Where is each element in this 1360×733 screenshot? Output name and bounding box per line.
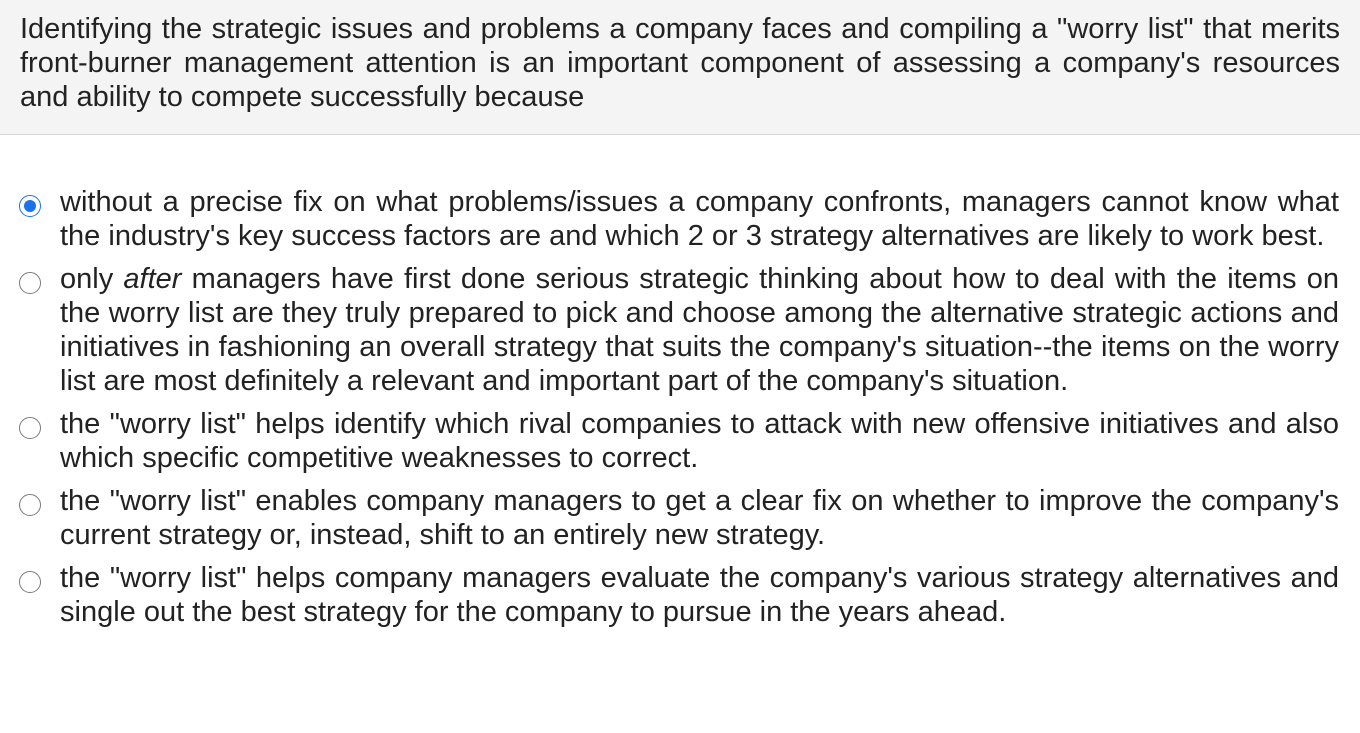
answer-option-text bbox=[60, 262, 1339, 398]
answer-option-emphasis: after bbox=[123, 263, 182, 295]
radio-button[interactable] bbox=[19, 272, 41, 294]
answer-option-5[interactable] bbox=[0, 561, 1360, 629]
answer-option-text: the "worry list" helps identify which rival companies to attack with new offensive initiatives and also which specific competitive weaknesses to correct. bbox=[60, 408, 1339, 474]
answer-option-2[interactable] bbox=[0, 262, 1360, 398]
answer-option-text: without a precise fix on what problems/issues a company confronts, managers cannot know what the industry's key success factors are and which 2 or 3 strategy alternatives are likely to work best. bbox=[60, 186, 1339, 252]
question-panel bbox=[0, 0, 1360, 135]
answer-options bbox=[0, 185, 1360, 638]
answer-option-prefix: only bbox=[60, 263, 124, 295]
question-text: Identifying the strategic issues and problems a company faces and compiling a "worry list" that merits front-burner management attention is an important component of assessing a company's resources and ability to compete successfully because bbox=[20, 13, 1340, 113]
answer-option-3[interactable] bbox=[0, 407, 1360, 475]
answer-option-rest: managers have first done serious strategic thinking about how to deal with the items on the worry list are they truly prepared to pick and choose among the alternative strategic actions and initiatives in fashioning an overall strategy that suits the company's situation--the items on the worry list are most definitely a relevant and important part of the company's situation. bbox=[60, 263, 1339, 397]
radio-button[interactable] bbox=[19, 494, 41, 516]
answer-option-text: the "worry list" enables company managers to get a clear fix on whether to improve the company's current strategy or, instead, shift to an entirely new strategy. bbox=[60, 485, 1339, 551]
radio-button-selected[interactable] bbox=[19, 195, 41, 217]
answer-option-1[interactable] bbox=[0, 185, 1360, 253]
answer-option-4[interactable] bbox=[0, 484, 1360, 552]
answer-option-text: the "worry list" helps company managers evaluate the company's various strategy alternatives and single out the best strategy for the company to pursue in the years ahead. bbox=[60, 562, 1339, 628]
radio-button[interactable] bbox=[19, 571, 41, 593]
radio-button[interactable] bbox=[19, 417, 41, 439]
